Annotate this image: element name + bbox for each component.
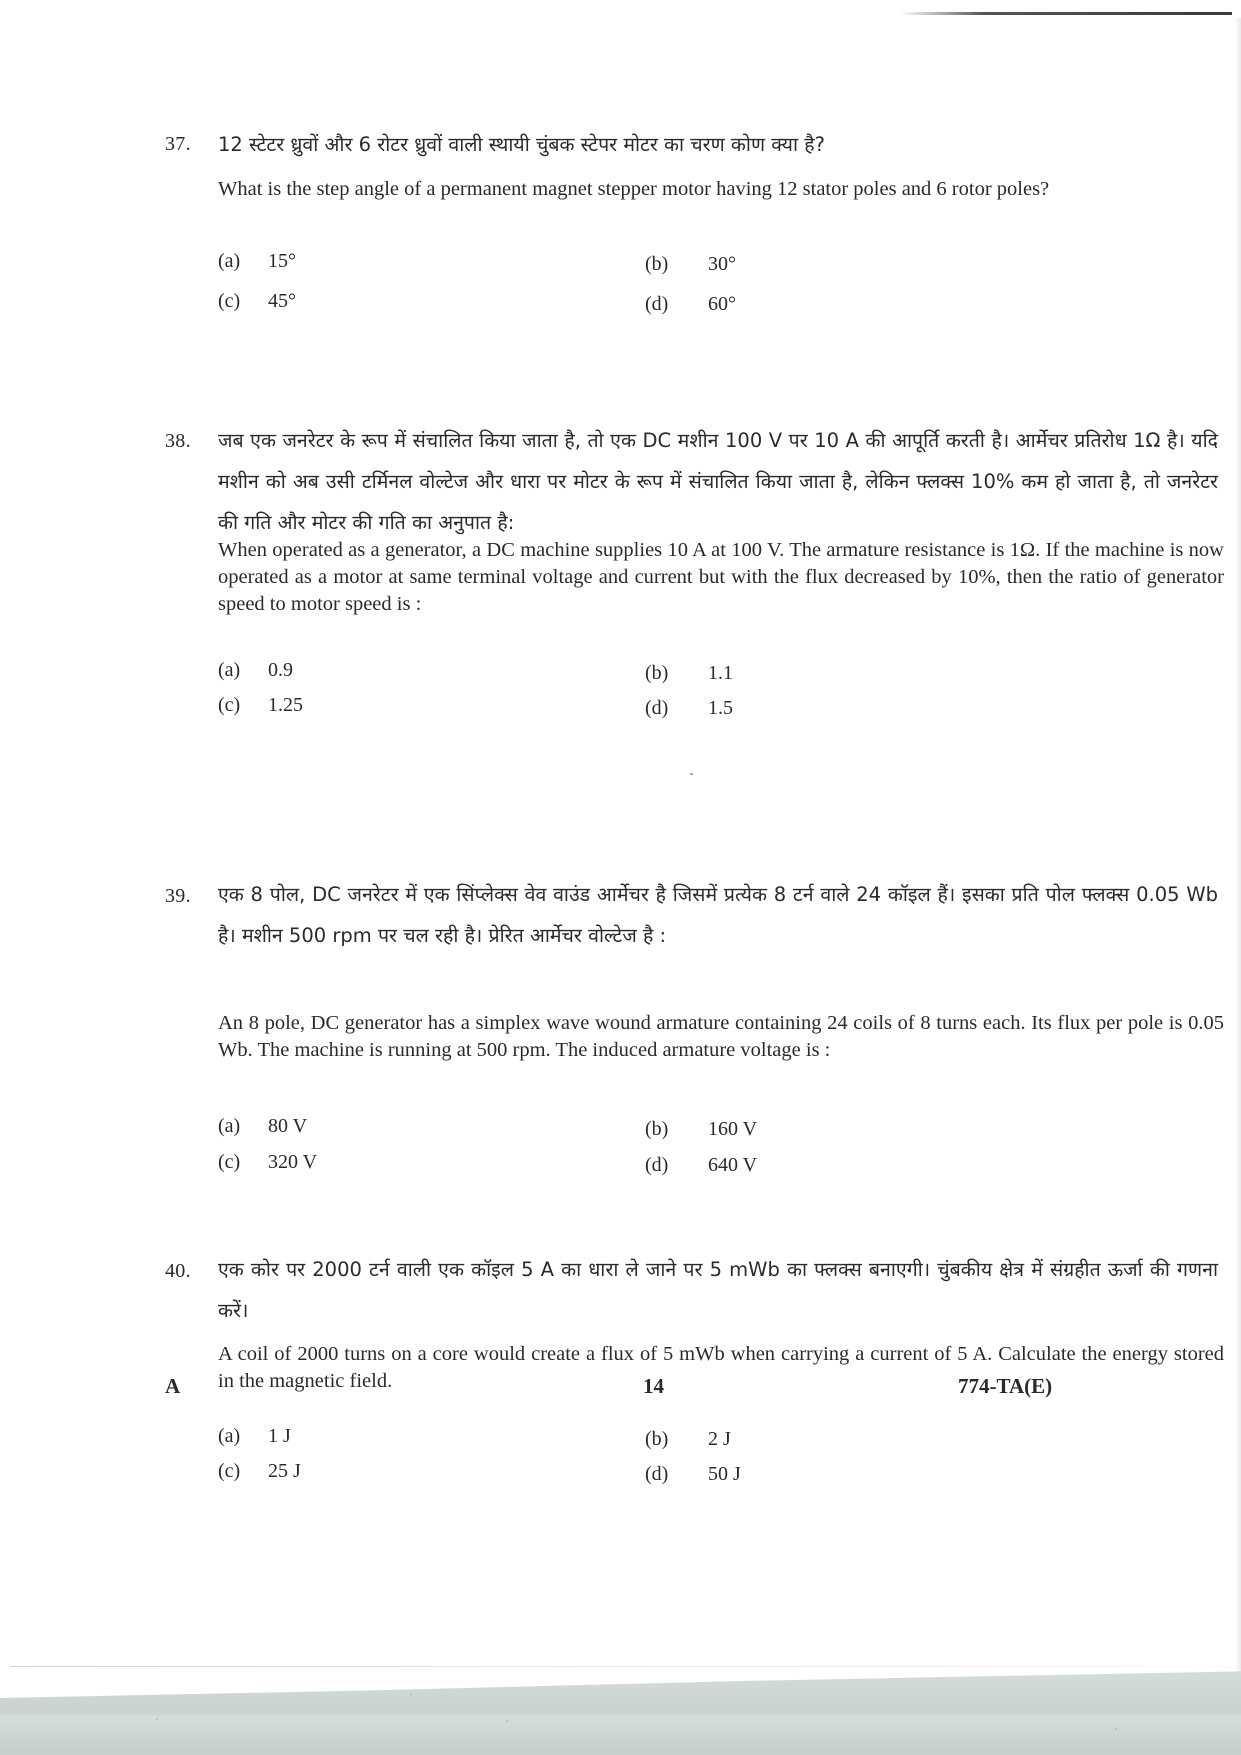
question-text-english: When operated as a generator, a DC machine supplies 10 A at 100 V. The armature resistance is 1Ω. If the machine is now operated as a motor at same terminal voltage and current but with the flux decreased by 10%, then the ratio of generator speed to motor speed is :	[218, 539, 1224, 615]
option-value: 50 J	[708, 1463, 741, 1485]
page-edge-shadow	[1235, 18, 1241, 1678]
option-label: (b)	[645, 662, 669, 684]
option-value: 1.1	[708, 662, 733, 684]
option-label: (c)	[218, 290, 241, 312]
scanner-bed-strip	[0, 1660, 1241, 1755]
option-label: (c)	[218, 694, 241, 716]
option-value: 30°	[708, 253, 736, 275]
option-value: 0.9	[268, 659, 293, 681]
option-value: 320 V	[268, 1151, 318, 1173]
question-number: 38.	[165, 430, 191, 452]
question-number: 40.	[165, 1260, 191, 1282]
option-label: (b)	[645, 1428, 669, 1450]
option-label: (d)	[645, 1463, 669, 1485]
option-value: 160 V	[708, 1118, 758, 1140]
option-label: (a)	[218, 659, 241, 681]
question-number: 37.	[165, 133, 191, 155]
scan-speck	[156, 1718, 158, 1720]
option-label: (c)	[218, 1151, 241, 1173]
scan-speck	[506, 1720, 508, 1722]
page-number: 14	[643, 1374, 664, 1398]
option-value: 45°	[268, 290, 296, 312]
option-label: (a)	[218, 250, 241, 272]
option-label: (a)	[218, 1115, 241, 1137]
option-label: (c)	[218, 1460, 241, 1482]
option-value: 1.5	[708, 697, 733, 719]
paper-code: 774-TA(E)	[958, 1374, 1053, 1398]
scan-speck	[690, 773, 693, 775]
option-label: (d)	[645, 293, 669, 315]
scan-speck	[410, 1693, 412, 1695]
option-value: 640 V	[708, 1154, 758, 1176]
option-value: 1.25	[268, 694, 303, 716]
option-value: 25 J	[268, 1460, 301, 1482]
option-label: (a)	[218, 1425, 241, 1447]
option-value: 80 V	[268, 1115, 308, 1137]
question-text-hindi: एक 8 पोल, DC जनरेटर में एक सिंप्लेक्स वेव वाउंड आर्मेचर है जिसमें प्रत्येक 8 टर्न वाले 24 कॉइल हैं। इसका प्रति पोल फ्लक्स 0.05 Wb है। मशीन 500 rpm पर चल रही है। प्रेरित आर्मेचर वोल्टेज है :	[218, 883, 1218, 947]
option-label: (d)	[645, 697, 669, 719]
option-value: 2 J	[708, 1428, 731, 1450]
option-label: (b)	[645, 253, 669, 275]
question-text-english: What is the step angle of a permanent magnet stepper motor having 12 stator poles and 6 rotor poles?	[218, 178, 1050, 200]
question-text-hindi: जब एक जनरेटर के रूप में संचालित किया जाता है, तो एक DC मशीन 100 V पर 10 A की आपूर्ति करती है। आर्मेचर प्रतिरोध 1Ω है। यदि मशीन को अब उसी टर्मिनल वोल्टेज और धारा पर मोटर के रूप में संचालित किया जाता है, लेकिन फ्लक्स 10% कम हो जाता है, तो जनरेटर की गति और मोटर की गति का अनुपात है:	[218, 429, 1218, 534]
option-value: 60°	[708, 293, 736, 315]
series-code: A	[165, 1374, 181, 1398]
question-text-hindi: 12 स्टेटर ध्रुवों और 6 रोटर ध्रुवों वाली स्थायी चुंबक स्टेपर मोटर का चरण कोण क्या है?	[218, 133, 825, 156]
question-text-english: An 8 pole, DC generator has a simplex wave wound armature containing 24 coils of 8 turns each. Its flux per pole is 0.05 Wb. The machine is running at 500 rpm. The induced armature voltage is :	[218, 1012, 1224, 1061]
option-label: (b)	[645, 1118, 669, 1140]
option-value: 15°	[268, 250, 296, 272]
question-text-hindi: एक कोर पर 2000 टर्न वाली एक कॉइल 5 A का धारा ले जाने पर 5 mWb का फ्लक्स बनाएगी। चुंबकीय क्षेत्र में संग्रहीत ऊर्जा की गणना करें।	[218, 1258, 1218, 1322]
question-text-english: A coil of 2000 turns on a core would create a flux of 5 mWb when carrying a current of 5 A. Calculate the energy stored in the magnetic field.	[218, 1343, 1224, 1392]
question-number: 39.	[165, 885, 191, 907]
scan-artifact-line	[10, 1666, 1230, 1667]
option-value: 1 J	[268, 1425, 291, 1447]
option-label: (d)	[645, 1154, 669, 1176]
header-rule	[900, 12, 1232, 15]
scan-speck	[1115, 1728, 1117, 1730]
